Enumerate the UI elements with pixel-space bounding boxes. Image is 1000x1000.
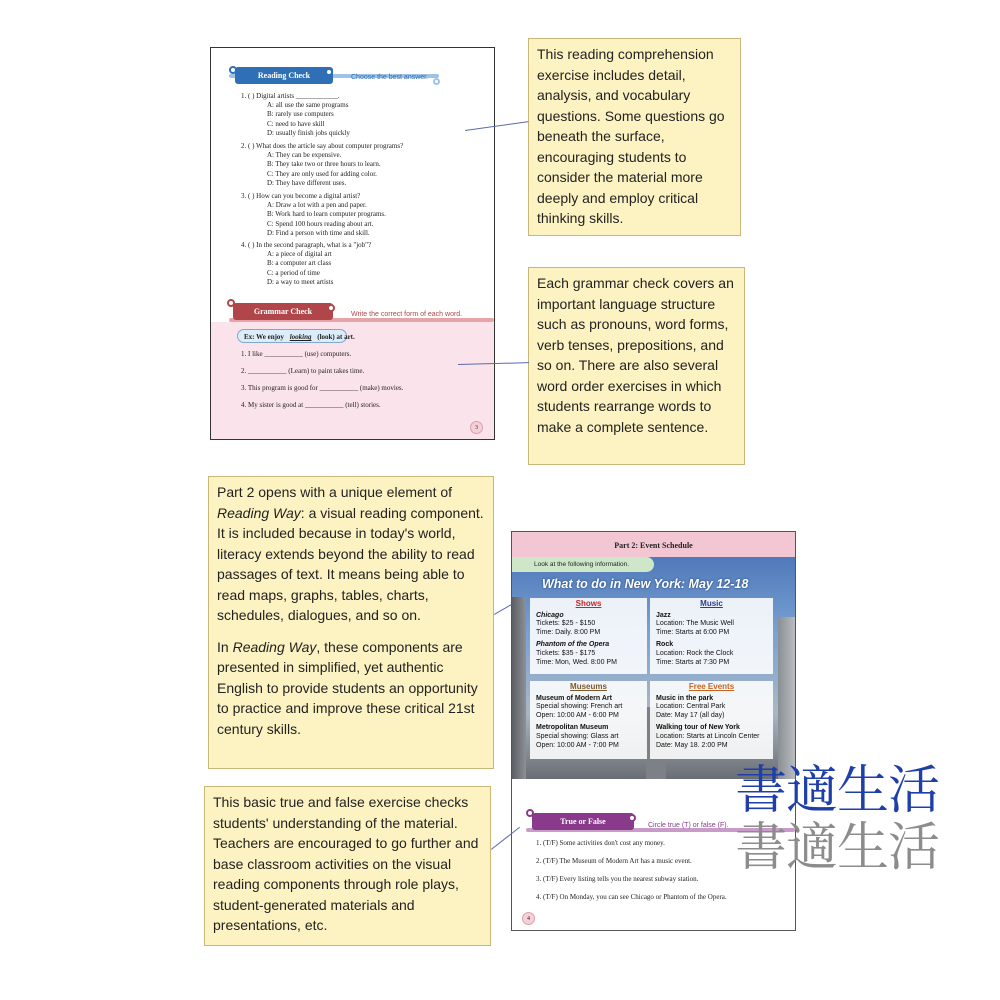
event-detail: Location: Rock the Clock <box>656 649 734 657</box>
question-4: 4. ( ) In the second paragraph, what is a "job"? A: a piece of digital art B: a computer art class C: a period of time D: a way to meet artists <box>241 241 372 286</box>
question-2: 2. ( ) What does the article say about computer programs? A: They can be expensive. B: They take two or three hours to learn. C: They are only used for adding color. D: They have different uses. <box>241 142 404 187</box>
page2-header-title: Part 2: Event Schedule <box>614 541 693 550</box>
watermark-blue: 書適生活 <box>735 761 940 821</box>
grammar-check-instruction: Write the correct form of each word. <box>351 311 463 318</box>
true-false-instruction: Circle true (T) or false (F). <box>648 822 729 829</box>
event-name: Chicago <box>536 611 564 619</box>
note-true-false <box>204 786 491 946</box>
event-detail: Open: 10:00 AM - 7:00 PM <box>536 741 619 749</box>
instruction-tab: Look at the following information. <box>512 557 654 572</box>
page-number-3: 3 <box>470 421 483 434</box>
note-true-false-text: This basic true and false exercise checks students' understanding of the material. Teachers are encouraged to go further and base classroom activities on the visual reading components through role plays, student-generated materials and presentations, etc. <box>213 794 479 933</box>
note-part2-para-1: Part 2 opens with a unique element of Reading Way: a visual reading component. It is included because in today's world, literacy extends beyond the ability to read passages of text. It means being able to read maps, graphs, tables, charts, schedules, dialogues, and so on. <box>217 484 484 623</box>
event-detail: Location: Starts at Lincoln Center <box>656 732 760 740</box>
event-detail: Special showing: French art <box>536 703 623 711</box>
schedule-cell-museums <box>530 681 647 759</box>
reading-check-instruction: Choose the best answer. <box>351 74 429 81</box>
event-detail: Special showing: Glass art <box>536 732 619 740</box>
note-part2-para-2: In Reading Way, these components are presented in simplified, yet authentic English to provide students an opportunity to practice and improve these critical 21st century skills. <box>217 638 478 737</box>
question-3: 3. ( ) How can you become a digital artist? A: Draw a lot with a pen and paper. B: Work hard to learn computer programs. C: Spend 100 hours reading about art. D: Find a person with time and skill. <box>241 192 386 237</box>
note-reading-check <box>528 38 741 236</box>
reading-check-title: Reading Check <box>235 67 333 84</box>
event-detail: Time: Daily. 8:00 PM <box>536 628 601 636</box>
true-false-item-4: 4. (T/F) On Monday, you can see Chicago or Phantom of the Opera. <box>536 893 727 901</box>
note-grammar-check-text: Each grammar check covers an important language structure such as pronouns, word forms, verb tenses, prepositions, and so on. There are also several word order exercises in which students rearrange words to make a complete sentence. <box>537 275 734 435</box>
grammar-check-title: Grammar Check <box>233 303 333 320</box>
grammar-check-ring-right <box>327 304 335 312</box>
true-false-title: True or False <box>532 813 634 830</box>
grammar-example-prefix: Ex: We enjoy <box>244 333 284 341</box>
event-name: Rock <box>656 641 674 649</box>
event-name: Phantom of the Opera <box>536 641 610 649</box>
category-shows-title: Shows <box>575 599 602 608</box>
event-detail: Time: Starts at 6:00 PM <box>656 628 730 636</box>
event-detail: Tickets: $25 - $150 <box>536 620 596 628</box>
event-detail: Time: Mon, Wed. 8:00 PM <box>536 658 617 666</box>
grammar-item-2: 2. ___________ (Learn) to paint takes time. <box>241 367 365 375</box>
note-part2 <box>208 476 494 769</box>
true-false-item-1: 1. (T/F) Some activities don't cost any money. <box>536 839 665 847</box>
event-name: Music in the park <box>656 694 714 702</box>
schedule-cell-music <box>650 598 773 674</box>
event-name: Museum of Modern Art <box>536 694 612 702</box>
event-detail: Date: May 18. 2:00 PM <box>656 741 728 749</box>
event-detail: Time: Starts at 7:30 PM <box>656 658 730 666</box>
event-name: Walking tour of New York <box>656 724 740 732</box>
category-music-title: Music <box>700 599 723 608</box>
event-name: Metropolitan Museum <box>536 724 609 732</box>
watermark-gray: 書適生活 <box>735 818 940 878</box>
true-false-ring-right <box>628 814 636 822</box>
true-false-item-2: 2. (T/F) The Museum of Modern Art has a music event. <box>536 857 692 865</box>
note-reading-check-text: This reading comprehension exercise includes detail, analysis, and vocabulary questions. Some questions go beneath the surface, encouraging students to consider the material more deeply and employ critical thinking skills. <box>537 46 725 226</box>
grammar-item-4: 4. My sister is good at ___________ (tell) stories. <box>241 401 381 409</box>
category-museums-title: Museums <box>570 682 607 691</box>
grammar-example-suffix: (look) at art. <box>317 333 355 341</box>
reading-check-ring-right <box>325 68 333 76</box>
page2-header <box>512 532 795 557</box>
building-left <box>512 597 526 779</box>
event-detail: Location: Central Park <box>656 703 726 711</box>
event-detail: Tickets: $35 - $175 <box>536 649 596 657</box>
schedule-cell-shows <box>530 598 647 674</box>
grammar-item-1: 1. I like ___________ (use) computers. <box>241 350 352 358</box>
leader-line-part2 <box>494 604 512 615</box>
category-free-events-title: Free Events <box>688 682 735 691</box>
question-1: 1. ( ) Digital artists ____________. A: all use the same programs B: rarely use computers C: need to have skill D: usually finish jobs quickly <box>241 92 350 137</box>
schedule-title: What to do in New York: May 12-18 <box>542 577 749 591</box>
event-detail: Open: 10:00 AM - 6:00 PM <box>536 711 619 719</box>
grammar-item-3: 3. This program is good for ___________ (make) movies. <box>241 384 404 392</box>
page-number-4: 4 <box>522 912 535 925</box>
event-detail: Location: The Music Well <box>656 620 734 628</box>
grammar-example <box>237 329 355 343</box>
event-detail: Date: May 17 (all day) <box>656 711 725 719</box>
reading-check-ring-end <box>433 78 440 85</box>
true-false-item-3: 3. (T/F) Every listing tells you the nearest subway station. <box>536 875 699 883</box>
note-grammar-check <box>528 267 745 465</box>
book-page-3 <box>210 47 495 440</box>
event-name: Jazz <box>656 611 671 619</box>
grammar-example-answer: looking <box>289 333 312 341</box>
